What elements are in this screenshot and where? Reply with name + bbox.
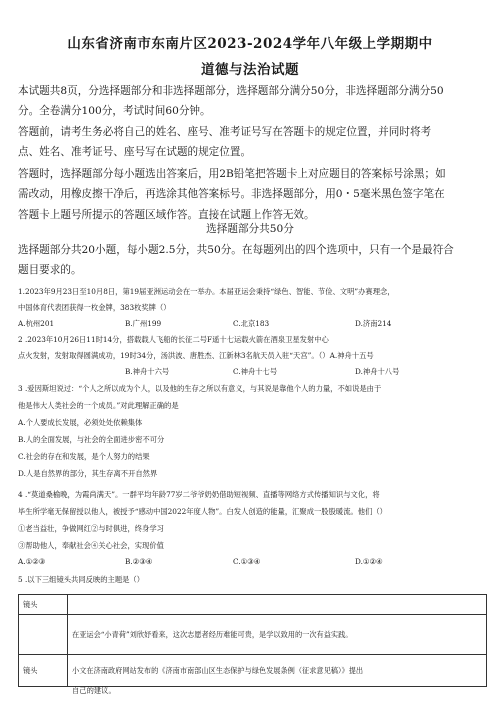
q2-option-d: D.神舟十八号 bbox=[355, 367, 400, 376]
table-cell-key: 镜头 bbox=[19, 655, 68, 687]
table-row bbox=[19, 595, 487, 615]
section-desc: 选择题部分共20小题，每小题2.5分，共50分。在每题列出的四个选项中，只有一个是最符合 bbox=[18, 244, 454, 256]
table-cell-text bbox=[68, 595, 487, 615]
instruction-line: 本试题共8页，分选择题部分和非选择题部分，选择题部分满分50分，非选择题部分满分50 bbox=[18, 85, 444, 97]
question-2-stem: 点火发射，发射取得圆满成功，19时34分，汤洪波、唐胜杰、江新林3名航天员入驻“天宫”。（）A.神舟十五号 bbox=[18, 351, 374, 360]
table-cell-text: 在亚运会“小青荷”刘欣妤看来，这次志愿者经历难能可贵，是学以致用的一次有益实践。 bbox=[68, 615, 487, 655]
question-5-tail: 自己的建议。 bbox=[72, 686, 116, 695]
exam-subject: 道德与法治试题 bbox=[201, 62, 299, 78]
question-1-stem: 中国体育代表团获得一枚金牌，383枚奖牌（） bbox=[18, 303, 171, 312]
q4-option-c: C.①③④ bbox=[233, 557, 261, 566]
question-3-stem: 3 .爱因斯坦说过：“个人之所以成为个人，以及他的生存之所以有意义，与其说是靠他个人的力量，不如说是由于 bbox=[18, 384, 382, 393]
section-title: 选择题部分共50分 bbox=[206, 223, 294, 235]
question-1-stem: 1.2023年9月23日至10月8日，第19届亚洲运动会在一举办。本届亚运会秉持“绿色、智能、节俭、文明”办赛理念， bbox=[18, 287, 395, 296]
table-row bbox=[19, 655, 487, 687]
question-4-stem: 毕生所学毫无保留授以他人，被授予“感动中国2022年度人物”。白发人创造的能量，汇聚成一股股暖流。他们（） bbox=[18, 507, 387, 516]
q3-option-b: B.人的全面发展，与社会的全面进步密不可分 bbox=[18, 435, 165, 444]
question-4-statements: ①老当益壮，争做网红②与时俱进，终身学习 bbox=[18, 524, 164, 533]
q1-option-d: D.济南214 bbox=[355, 319, 392, 328]
question-2-stem: 2 .2023年10月26日11时14分，搭载载人飞船的长征二号F遥十七运载火箭在酒泉卫星发射中心 bbox=[18, 335, 329, 344]
instruction-line: 需改动，用橡皮擦干净后，再选涂其他答案标号。非选择题部分，用0・5毫米黑色签字笔在 bbox=[18, 188, 445, 200]
q3-option-c: C.社会的存在和发展，是个人努力的结果 bbox=[18, 452, 150, 461]
question-4-statements: ③帮助他人，奉献社会④关心社会，实现价值 bbox=[18, 541, 164, 550]
instruction-line: 点、姓名、准考证号、座号写在试题的规定位置。 bbox=[18, 146, 252, 158]
instruction-line: 分。全卷满分100分，考试时间60分钟。 bbox=[18, 105, 211, 117]
table-cell-text: 小文在济南政府网站发布的《济南市南部山区生态保护与绿色发展条例（征求意见稿）》提出 bbox=[68, 655, 487, 687]
q4-option-d: D.①②④ bbox=[355, 557, 383, 566]
q4-option-b: B.②③④ bbox=[125, 557, 153, 566]
instruction-line: 答题前，请考生务必将自己的姓名、座号、准考证号写在答题卡的规定位置，并同时将考 bbox=[18, 126, 432, 138]
q1-option-b: B.广州199 bbox=[125, 319, 162, 328]
question-5-stem: 5 .以下三组镜头共同反映的主题是（） bbox=[18, 575, 145, 584]
question-3-stem: 他是伟大人类社会的一个成员。”对此理解正确的是 bbox=[18, 401, 179, 410]
table-cell-key: 镜头 bbox=[19, 595, 68, 615]
exam-title: 山东省济南市东南片区2023-2024学年八年级上学期期中 bbox=[67, 36, 433, 52]
q3-option-a: A.个人要成长发展，必须处处依赖集体 bbox=[18, 418, 143, 427]
q4-option-a: A.①②③ bbox=[18, 557, 46, 566]
table-row bbox=[19, 615, 487, 655]
table-cell-key bbox=[19, 615, 68, 655]
instruction-line: 答题卡上题号所提示的答题区域作答。直接在试题上作答无效。 bbox=[18, 209, 315, 221]
question-4-stem: 4 .“莫道桑榆晚，为霞尚满天”。一群平均年龄77岁二爷爷奶奶借助短视频、直播等网络方式传播知识与文化，将 bbox=[18, 490, 380, 499]
q2-option-c: C.神舟十七号 bbox=[233, 367, 278, 376]
q1-option-c: C.北京183 bbox=[233, 319, 270, 328]
q3-option-d: D.人是自然界的部分，其生存离不开自然界 bbox=[18, 469, 158, 478]
q2-option-b: B.神舟十六号 bbox=[125, 367, 170, 376]
question-5-table bbox=[18, 594, 487, 687]
instruction-line: 答题时，选择题部分每小题选出答案后，用2B铅笔把答题卡上对应题目的答案标号涂黑；如 bbox=[18, 168, 446, 180]
section-desc: 题目要求的。 bbox=[18, 264, 82, 276]
q1-option-a: A.杭州201 bbox=[18, 319, 55, 328]
